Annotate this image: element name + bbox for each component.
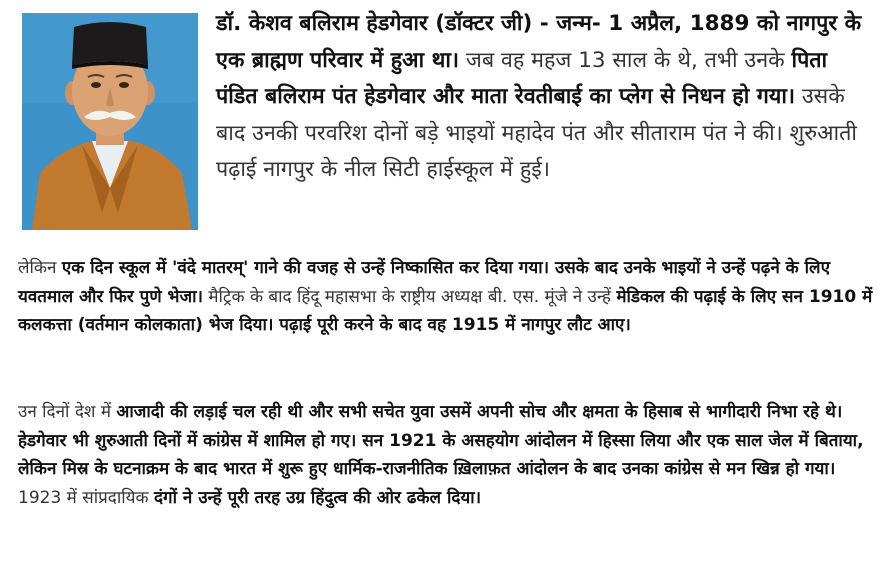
para2-text-1923: 1923 में सांप्रदायिक bbox=[18, 487, 154, 508]
intro-text-age: जब वह महज 13 साल के थे, तभी उनके bbox=[459, 47, 792, 73]
intro-paragraph bbox=[216, 6, 870, 189]
intro-bold-birth: डॉ. केशव बलिराम हेडगेवार (डॉक्टर जी) - जन्म- 1 अप्रैल, 1889 को नागपुर के एक ब्राह्मण परिवार में हुआ था। bbox=[216, 11, 862, 73]
para2-bold-freedom: आजादी की लड़ाई चल रही थी और सभी सचेत युवा उसमें अपनी सोच और क्षमता के हिसाब से भागीदारी निभा रहे थे। हेडगेवार भी शुरुआती दिनों में कांग्रेस में शामिल हो गए। सन 1921 के असहयोग आंदोलन में हिस्सा लिया और एक साल जेल में बिताया, लेकिन मिस्र के घटनाक्रम के बाद भारत में शुरू हुए धार्मिक-राजनीतिक ख़िलाफ़त आंदोलन के बाद उनका कांग्रेस से मन खिन्न हो गया। bbox=[18, 402, 864, 479]
para1-bold-expulsion: एक दिन स्कूल में 'वंदे मातरम्' गाने की वजह से उन्हें निष्कासित कर दिया गया। उसके बाद उनके भाइयों ने उन्हें पढ़ने के लिए यवतमाल और फिर पुणे भेजा। bbox=[18, 258, 830, 307]
intro-text-upbringing: उसके बाद उनकी परवरिश दोनों बड़े भाइयों महादेव पंत और सीताराम पंत ने की। शुरुआती पढ़ाई नागपुर के नील सिटी हाईस्कूल में हुई। bbox=[216, 84, 857, 182]
para2-text-lead: उन दिनों देश में bbox=[18, 402, 117, 422]
intro-bold-parents: पिता पंडित बलिराम पंत हेडगेवार और माता रेवतीबाई का प्लेग से निधन हो गया। bbox=[216, 47, 828, 109]
portrait-image bbox=[22, 13, 198, 230]
portrait-illustration bbox=[22, 13, 198, 230]
politics-paragraph bbox=[18, 398, 874, 512]
para1-text-moonje: मैट्रिक के बाद हिंदू महासभा के राष्ट्रीय अध्यक्ष बी. एस. मूंजे ने उन्हें bbox=[202, 286, 617, 307]
para1-bold-medical: मेडिकल की पढ़ाई के लिए सन 1910 में कलकत्ता (वर्तमान कोलकाता) भेज दिया। पढ़ाई पूरी करने के बाद वह 1915 में नागपुर लौट आए। bbox=[18, 286, 873, 335]
education-paragraph bbox=[18, 254, 874, 340]
para2-bold-riots: दंगों ने उन्हें पूरी तरह उग्र हिंदुत्व की ओर ढकेल दिया। bbox=[153, 487, 482, 508]
para1-text-lead: लेकिन bbox=[18, 258, 62, 278]
